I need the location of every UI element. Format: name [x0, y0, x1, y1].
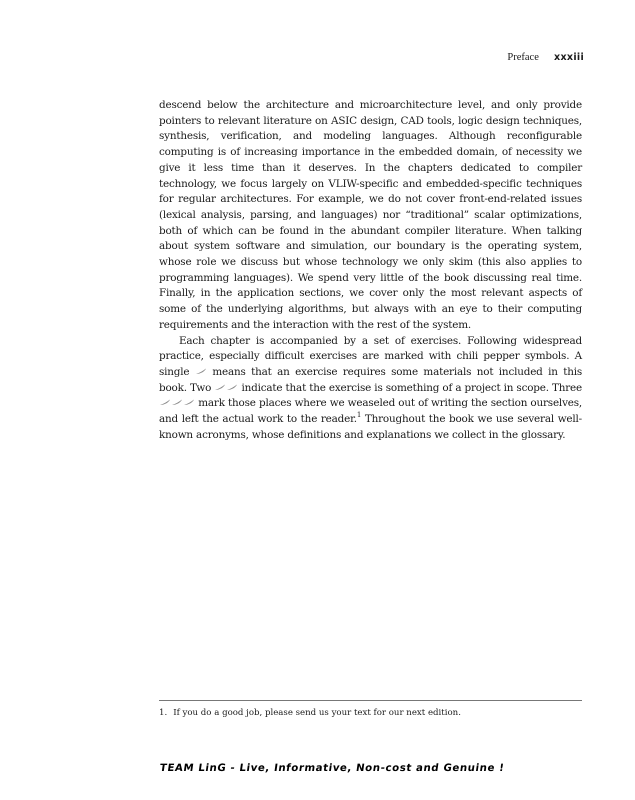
team-ling-banner: TEAM LinG - Live, Informative, Non-cost and Genuine ! [159, 763, 506, 774]
paragraph-2-part-d: mark those places where we weaseled out of writing the section ourselves, and left the actual work to the reader. [159, 397, 582, 426]
paragraph-2 [159, 334, 582, 444]
running-head [507, 52, 584, 64]
footnote-reference[interactable]: 1 [356, 410, 362, 419]
chili-pepper-icon [214, 384, 226, 391]
paragraph-2-part-b: means that an exercise requires some materials not included in this book. Two [159, 365, 583, 394]
paragraph-2-part-e: Throughout the book we use several well-known acronyms, whose definitions and explanations we collect in the glossary. [159, 413, 582, 441]
paragraph-1: descend below the architecture and microarchitecture level, and only provide pointers to relevant literature on ASIC design, CAD tools, logic design techniques, synthesis, verification, and modeling languages. Although reconfigurable computing is of increasing importance in the embedded domain, of necessity we give it less time than it deserves. In the chapters dedicated to compiler technology, we focus largely on VLIW-specific and embedded-specific techniques for regular architectures. For example, we do not cover front-end-related issues (lexical analysis, parsing, and languages) nor “traditional” scalar optimizations, both of which can be found in the abundant compiler literature. When talking about system software and simulation, our boundary is the operating system, whose role we discuss but whose technology we only skim (this also applies to programming languages). We spend very little of the book discussing real time. Finally, in the application sections, we cover only the most relevant aspects of some of the underlying algorithms, but always with an eye to their computing requirements and the interaction with the rest of the system. [159, 99, 582, 331]
running-head-section: Preface [507, 52, 539, 63]
paragraph-2-part-a: Each chapter is accompanied by a set of exercises. Following widespread practice, especially difficult exercises are marked with chili pepper symbols. A single [159, 334, 582, 378]
chili-pepper-icon [159, 399, 171, 406]
footnote [159, 707, 582, 719]
footnote-divider [159, 700, 582, 701]
paragraph-2-part-c: indicate that the exercise is something of a project in scope. Three [241, 381, 582, 394]
page-number: xxxiii [554, 52, 584, 63]
chili-pepper-icon [226, 384, 238, 391]
chili-pepper-icon [171, 399, 183, 406]
footnote-number: 1. [159, 708, 168, 718]
chili-pepper-icon [195, 368, 207, 375]
chili-pepper-icon [183, 399, 195, 406]
footnote-text: If you do a good job, please send us your text for our next edition. [173, 708, 461, 718]
body-text [159, 98, 582, 443]
